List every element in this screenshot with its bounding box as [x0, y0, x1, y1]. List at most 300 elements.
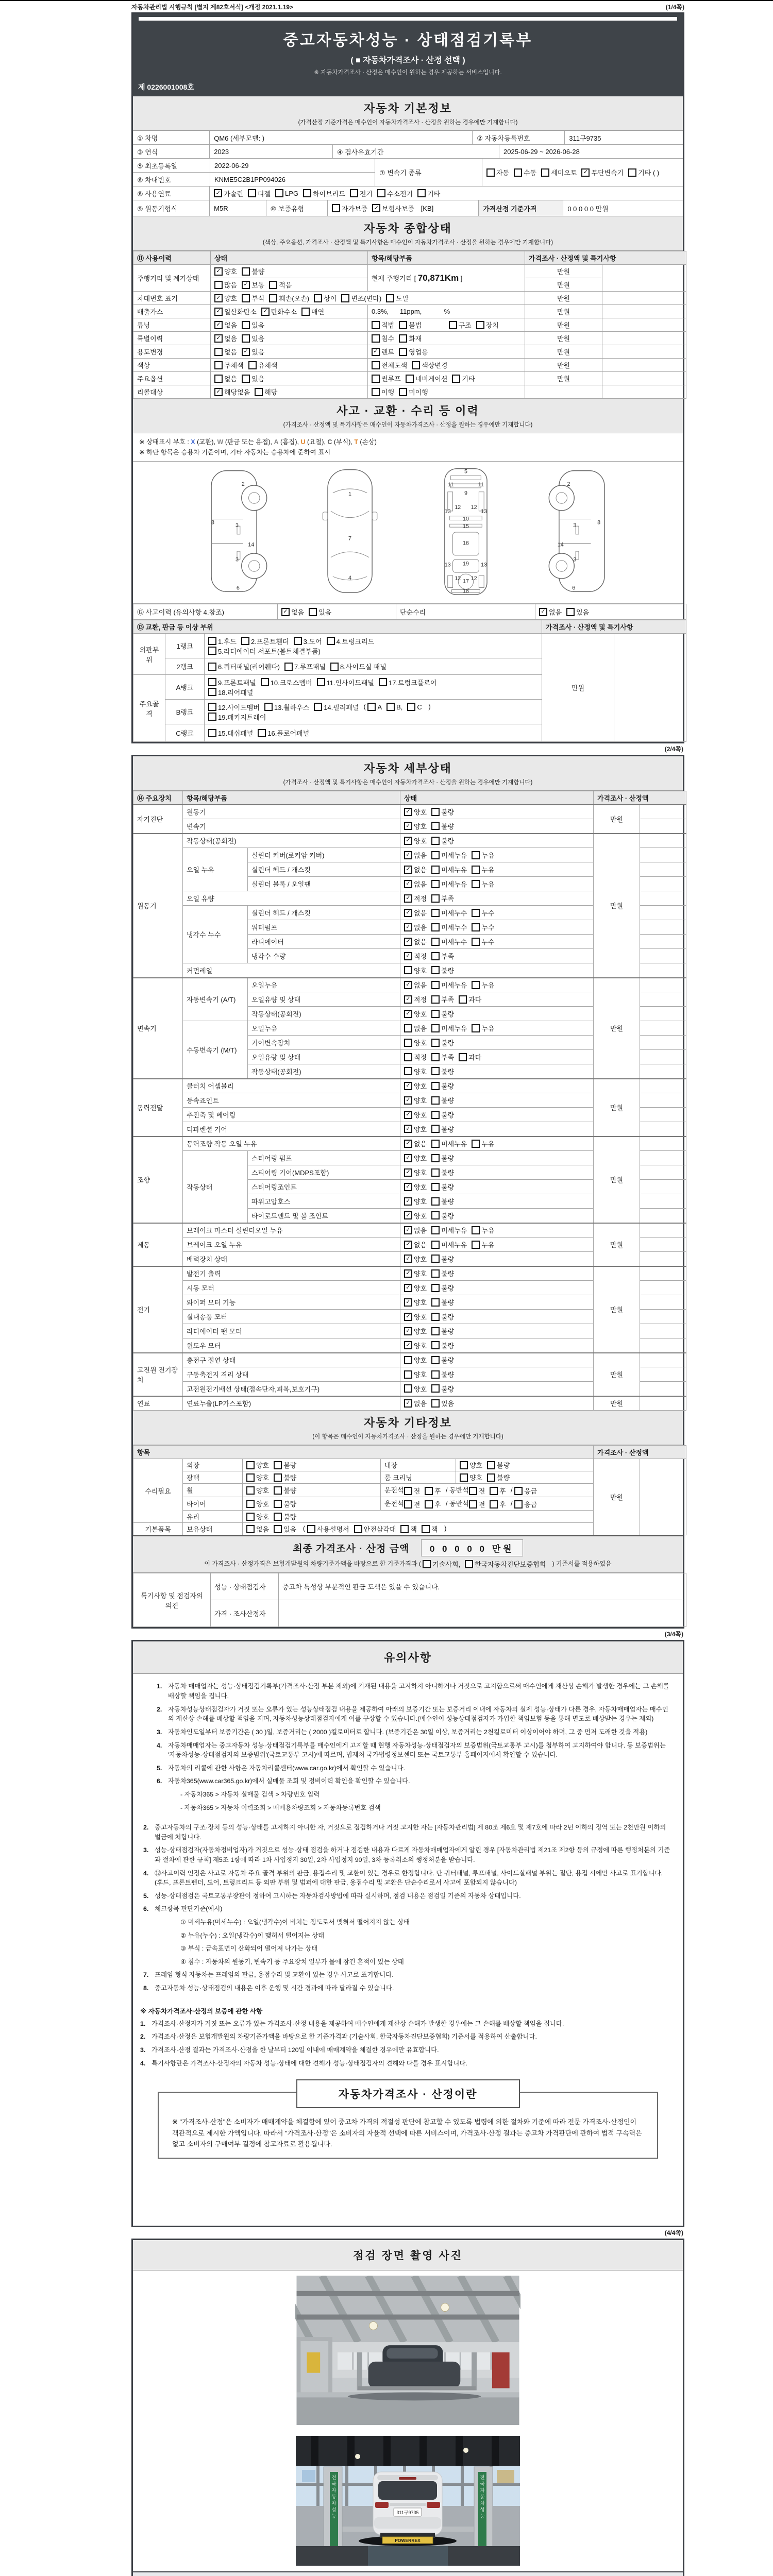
checkbox-썬루프[interactable] — [372, 374, 401, 383]
checkbox-12.사이드멤버[interactable] — [208, 702, 260, 712]
checkbox-양호[interactable] — [404, 1153, 427, 1163]
notice-number — [169, 1944, 180, 1954]
checkbox-미세누유[interactable] — [431, 1023, 467, 1033]
legend-line-1 — [139, 437, 677, 447]
checkbox-렌트[interactable] — [372, 347, 394, 357]
checkbox-양호[interactable] — [404, 1326, 427, 1336]
checkbox-box: ✓ — [214, 321, 223, 329]
checkbox-없음[interactable] — [404, 850, 427, 860]
checkbox-기타[interactable] — [417, 189, 440, 198]
notice-item — [143, 1904, 673, 1914]
checkbox-잭[interactable] — [400, 1524, 417, 1534]
notice-item — [157, 1741, 673, 1760]
checkbox-불량[interactable] — [431, 1182, 454, 1192]
checkbox-양호[interactable] — [404, 821, 427, 831]
checkbox-불량[interactable] — [431, 1038, 454, 1047]
checkbox-양호[interactable] — [404, 965, 427, 975]
checkbox-없음[interactable] — [404, 908, 427, 918]
svg-text:18: 18 — [462, 588, 469, 595]
checkbox-box — [404, 1384, 412, 1393]
checkbox-4.트렁크리드[interactable] — [327, 636, 375, 646]
checkbox-훼손(오손)[interactable] — [269, 293, 309, 303]
checkbox-불량[interactable] — [431, 1355, 454, 1365]
checkbox-미세누유[interactable] — [431, 879, 467, 889]
checkbox-상이[interactable] — [314, 293, 337, 303]
checkbox-A[interactable] — [367, 703, 382, 711]
cell: 2025-06-29 ~ 2026-06-28 — [499, 145, 683, 159]
checkbox-있음[interactable] — [242, 347, 264, 357]
checkbox-label: 9.프론트패널 — [218, 679, 256, 687]
checkbox-불량[interactable] — [431, 1196, 454, 1206]
checkbox-불량[interactable] — [431, 1211, 454, 1221]
checkbox-해당[interactable] — [255, 387, 277, 397]
svg-text:3: 3 — [235, 556, 239, 563]
checkbox-C[interactable] — [407, 703, 422, 711]
state-cell — [400, 1108, 594, 1122]
checkbox-양호[interactable] — [404, 1297, 427, 1307]
checkbox-불량[interactable] — [431, 1312, 454, 1321]
checkbox-세미오토[interactable] — [541, 167, 577, 177]
checkbox-화재[interactable] — [399, 333, 422, 343]
checkbox-가솔린[interactable] — [214, 189, 243, 198]
checkbox-label: 이행 — [381, 388, 395, 396]
checkbox-2.프론트휀더[interactable] — [241, 636, 289, 646]
checkbox-한국자동차진단보증협회[interactable] — [465, 1559, 546, 1569]
license-plate-text: 311구9735 — [396, 2510, 419, 2516]
checkbox-불량[interactable] — [431, 1369, 454, 1379]
checkbox-불량[interactable] — [274, 1460, 296, 1470]
checkbox-없음[interactable] — [246, 1524, 269, 1534]
checkbox-미세누수[interactable] — [431, 922, 467, 932]
checkbox-없음[interactable] — [214, 347, 237, 357]
checkbox-19.패키지트레이[interactable] — [208, 712, 266, 722]
checkbox-과다[interactable] — [459, 1052, 481, 1062]
checkbox-있음[interactable] — [274, 1524, 296, 1534]
checkbox-수소전기[interactable] — [377, 189, 413, 198]
checkbox-적정[interactable] — [404, 893, 427, 903]
checkbox-불량[interactable] — [487, 1472, 510, 1482]
checkbox-미세누수[interactable] — [431, 908, 467, 918]
item-label: 오일유량 및 상태 — [248, 1050, 400, 1064]
checkbox-양호[interactable] — [404, 1254, 427, 1264]
document-sheet — [131, 1, 684, 2576]
checkbox-침수[interactable] — [372, 333, 394, 343]
checkbox-양호[interactable] — [460, 1460, 482, 1470]
checkbox-불량[interactable] — [431, 1297, 454, 1307]
item-label: 작동상태(공회전) — [183, 834, 400, 848]
checkbox-부족[interactable] — [431, 1052, 454, 1062]
checkbox-전체도색[interactable] — [372, 360, 407, 370]
checkbox-14.필러패널[interactable] — [314, 702, 359, 712]
checkbox-미세누유[interactable] — [431, 1240, 467, 1249]
svg-text:2: 2 — [567, 481, 570, 487]
checkbox-양호[interactable] — [404, 1066, 427, 1076]
checkbox-label: 없음 — [414, 1400, 427, 1408]
checkbox-기술사회,[interactable] — [423, 1559, 460, 1569]
checkbox-잭[interactable] — [422, 1524, 438, 1534]
checkbox-누유[interactable] — [472, 879, 494, 889]
checkbox-16.플로어패널[interactable] — [258, 728, 309, 738]
checkbox-양호[interactable] — [404, 807, 427, 817]
checkbox-누유[interactable] — [472, 1023, 494, 1033]
checkbox-불법[interactable] — [399, 320, 422, 330]
checkbox-9.프론트패널[interactable] — [208, 677, 256, 687]
checkbox-label: 4.트렁크리드 — [336, 637, 375, 646]
cell: ① 차명 — [133, 131, 210, 145]
checkbox-양호[interactable] — [246, 1485, 269, 1495]
checkbox-양호[interactable] — [404, 1384, 427, 1394]
checkbox-box — [264, 703, 273, 711]
checkbox-양호[interactable] — [404, 1182, 427, 1192]
checkbox-없음[interactable] — [214, 320, 237, 330]
cell-stack — [133, 159, 375, 187]
checkbox-13.휠하우스[interactable] — [264, 702, 309, 712]
checkbox-불량[interactable] — [274, 1512, 296, 1521]
note-cell — [640, 1266, 686, 1281]
notice-text: 성능·상태점검자(자동차정비업자)가 거짓으로 성능·상태 점검을 하거나 점검한 내용과 다르게 자동차매매업자에게 알린 경우 [자동차관리법 제21조 제2항 등의 규정에 따른 행정처분의 기준과 절차에 관한 규칙] 제5조 1항에 따라 1차 사업정지 30일, 2차 사업정지 90일, 3차 등록취소의 행정처분을 받습니다. — [155, 1846, 670, 1863]
checkbox-label: 불량 — [441, 1270, 455, 1278]
checkbox-변조(변타)[interactable] — [341, 293, 381, 303]
page-marker-2: (2/4쪽) — [664, 745, 683, 753]
notice-text: 자동차성능상태점검자가 거짓 또는 오류가 있는 성능상태점검 내용을 제공하여 아래의 보증기간 또는 보증거리 이내에 자동차의 실제 성능·상태가 다른 경우, 자동차매매업자는 매수인의 재산상 손해를 배상할 책임을 지며, 자동차성능상태점검자에게 이를 구상할 수 있습니다.(매수인이 성능상태점검자가 가입한 책임보험 등을 통해 별도로 배상받는 경우는 제외) — [168, 1705, 668, 1723]
checkbox-자동[interactable] — [486, 167, 509, 177]
checkbox-불량[interactable] — [431, 1110, 454, 1120]
checkbox-누유[interactable] — [472, 1139, 494, 1148]
price-cell: 만원 — [594, 978, 640, 1079]
notice-item — [169, 1918, 673, 1927]
checkbox-box: ✓ — [404, 1082, 412, 1090]
checkbox-기타[interactable] — [452, 374, 475, 383]
checkbox-적정[interactable] — [404, 1052, 427, 1062]
checkbox-일산화탄소[interactable] — [214, 307, 257, 316]
checkbox-누유[interactable] — [472, 1240, 494, 1249]
checkbox-box — [246, 1513, 255, 1521]
checkbox-box — [242, 334, 250, 343]
checkbox-B,[interactable] — [386, 703, 402, 711]
panel-category: 외판부위 — [133, 634, 165, 675]
checkbox-누수[interactable] — [472, 922, 494, 932]
checkbox-양호[interactable] — [404, 836, 427, 845]
checkbox-없음[interactable] — [404, 1023, 427, 1033]
checkbox-box: ✓ — [242, 281, 250, 289]
price-notice-header: ※ 자동차가격조사·산정의 보증에 관한 사항 — [140, 2007, 263, 2015]
checkbox-box — [459, 995, 467, 1004]
note-cell — [640, 1064, 686, 1079]
checkbox-없음[interactable] — [539, 607, 562, 617]
notice-text: 체크항목 판단기준(예시) — [155, 1905, 223, 1913]
checkbox-많음[interactable] — [214, 280, 237, 290]
checkbox-불량[interactable] — [274, 1485, 296, 1495]
checkbox-5.라디에이터 서포트(볼트체결부품)[interactable] — [208, 646, 321, 656]
checkbox-box: ✓ — [404, 822, 412, 830]
checkbox-구조[interactable] — [449, 320, 472, 330]
checkbox-label: 하이브리드 — [313, 190, 345, 198]
checkbox-전[interactable] — [404, 1486, 421, 1496]
checkbox-label: 불법 — [409, 321, 422, 329]
state-cell — [400, 1194, 594, 1209]
cell: ⑧ 사용연료 — [133, 187, 210, 200]
checkbox-label: 없음 — [224, 321, 238, 329]
checkbox-3.도어[interactable] — [294, 636, 322, 646]
basic-info-table — [133, 131, 683, 216]
checkbox-누유[interactable] — [472, 850, 494, 860]
checkbox-없음[interactable] — [404, 1240, 427, 1249]
checkbox-누유[interactable] — [472, 980, 494, 990]
checkbox-불량[interactable] — [431, 1341, 454, 1350]
state-cell — [243, 1497, 381, 1511]
checkbox-전[interactable] — [469, 1486, 485, 1496]
checkbox-전기[interactable] — [350, 189, 373, 198]
checkbox-불량[interactable] — [431, 1153, 454, 1163]
section-title: 자동차 기타정보 — [364, 1416, 452, 1429]
checkbox-누유[interactable] — [472, 1225, 494, 1235]
checkbox-적정[interactable] — [404, 951, 427, 961]
cell: ⑩ 보증유형 — [266, 200, 328, 216]
checkbox-도말[interactable] — [386, 293, 409, 303]
checkbox-불량[interactable] — [487, 1460, 510, 1470]
checkbox-미세누유[interactable] — [431, 1225, 467, 1235]
checkbox-box — [274, 1513, 282, 1521]
checkbox-불량[interactable] — [431, 1268, 454, 1278]
checkbox-미이행[interactable] — [399, 387, 428, 397]
final-price-label: 최종 가격조사 · 산정 금액 — [293, 1544, 410, 1555]
checkbox-label: 네비게이션 — [415, 375, 448, 383]
checkbox-불량[interactable] — [431, 1124, 454, 1134]
checkbox-있음[interactable] — [431, 1398, 454, 1408]
checkbox-양호[interactable] — [404, 1283, 427, 1293]
checkbox-응급[interactable] — [514, 1486, 537, 1496]
checkbox-box — [431, 1111, 440, 1119]
checkbox-사용설명서[interactable] — [307, 1524, 349, 1534]
checkbox-box — [274, 1500, 282, 1508]
checkbox-있음[interactable] — [242, 320, 264, 330]
checkbox-양호[interactable] — [404, 1009, 427, 1019]
cell: ② 자동차등록번호 — [473, 131, 565, 145]
checkbox-없음[interactable] — [214, 374, 237, 383]
checkbox-불량[interactable] — [431, 965, 454, 975]
item-label: 냉각수 수량 — [248, 949, 400, 963]
checkbox-불량[interactable] — [431, 1283, 454, 1293]
checkbox-양호[interactable] — [214, 293, 237, 303]
checkbox-box — [307, 1525, 315, 1533]
checkbox-불량[interactable] — [431, 836, 454, 845]
checkbox-17.트렁크플로어[interactable] — [379, 677, 436, 687]
checkbox-양호[interactable] — [404, 1268, 427, 1278]
checkbox-매연[interactable] — [301, 307, 324, 316]
checkbox-부족[interactable] — [431, 951, 454, 961]
checkbox-불량[interactable] — [431, 1066, 454, 1076]
notice-text: ⑫사고이력 인정은 사고로 자동차 주요 골격 부위의 판금, 용접수리 및 교환이 있는 경우로 한정합니다. 단 쿼터패널, 루프패널, 사이드실패널 부위는 절단, 용접 시에만 사고로 표기합니다. (후드, 프론트펜더, 도어, 트렁크리드 등 외판 부위 및 범퍼에 대한 판금, 용접수리 및 교환은 단순수리로서 사고에 포함되지 않습니다) — [155, 1869, 663, 1887]
checkbox-양호[interactable] — [246, 1499, 269, 1509]
checkbox-이행[interactable] — [372, 387, 394, 397]
checkbox-7.루프패널[interactable] — [284, 662, 326, 671]
checkbox-해당없음[interactable] — [214, 387, 250, 397]
checkbox-부식[interactable] — [242, 293, 264, 303]
state-cell — [400, 1338, 594, 1353]
checkbox-불량[interactable] — [242, 266, 264, 276]
checkbox-부족[interactable] — [431, 893, 454, 903]
checkbox-없음[interactable] — [404, 1398, 427, 1408]
checkbox-box: ✓ — [404, 1241, 412, 1249]
checkbox-색상변경[interactable] — [412, 360, 447, 370]
checkbox-양호[interactable] — [246, 1512, 269, 1521]
checkbox-양호[interactable] — [460, 1472, 482, 1482]
checkbox-불량[interactable] — [274, 1499, 296, 1509]
checkbox-box — [269, 294, 277, 302]
checkbox-양호[interactable] — [404, 1341, 427, 1350]
checkbox-양호[interactable] — [404, 1095, 427, 1105]
notice-text: 가격조사·산정은 보험개발원의 차량기준가액을 바탕으로 한 기준가격과 (기술사회, 한국자동차진단보증협회) 기준서를 적용하여 산출합니다. — [152, 2033, 537, 2041]
item-label: 추진축 및 베어링 — [183, 1108, 400, 1122]
checkbox-불량[interactable] — [431, 1254, 454, 1264]
checkbox-label: 훼손(오손) — [279, 295, 310, 302]
checkbox-label: 불량 — [283, 1513, 297, 1521]
state-cell — [400, 1151, 594, 1165]
checkbox-양호[interactable] — [404, 1369, 427, 1379]
state-cell — [400, 1367, 594, 1382]
checkbox-적정[interactable] — [404, 994, 427, 1004]
checkbox-불량[interactable] — [431, 1167, 454, 1177]
checkbox-양호[interactable] — [404, 1110, 427, 1120]
checkbox-후[interactable] — [425, 1486, 441, 1496]
checkbox-LPG[interactable] — [275, 189, 298, 197]
checkbox-무채색[interactable] — [214, 360, 244, 370]
checkbox-후[interactable] — [490, 1499, 506, 1509]
checkbox-자가보증[interactable] — [332, 204, 367, 213]
checkbox-있음[interactable] — [566, 607, 589, 617]
state-cell — [243, 1523, 594, 1535]
checkbox-15.대쉬패널[interactable] — [208, 728, 253, 738]
checkbox-box — [431, 966, 440, 974]
checkbox-무단변속기[interactable] — [581, 167, 624, 177]
checkbox-6.쿼터패널(리어휀다)[interactable] — [208, 662, 280, 671]
page-4 — [131, 2239, 684, 2576]
checkbox-양호[interactable] — [404, 1211, 427, 1221]
checkbox-불량[interactable] — [431, 1009, 454, 1019]
cell: ⑨ 원동기형식 — [133, 200, 210, 216]
state-cell — [211, 385, 368, 399]
checkbox-label: 양호 — [414, 1212, 427, 1220]
item-label: 디파렌셜 기어 — [183, 1122, 400, 1137]
checkbox-양호[interactable] — [404, 1196, 427, 1206]
checkbox-누유[interactable] — [472, 865, 494, 874]
checkbox-box — [449, 321, 457, 329]
checkbox-미세누유[interactable] — [431, 850, 467, 860]
checkbox-없음[interactable] — [214, 333, 237, 343]
checkbox-디젤[interactable] — [248, 189, 271, 198]
checkbox-box — [514, 168, 522, 177]
checkbox-불량[interactable] — [431, 821, 454, 831]
checkbox-과다[interactable] — [459, 994, 481, 1004]
checkbox-있음[interactable] — [242, 374, 264, 383]
checkbox-없음[interactable] — [404, 980, 427, 990]
checkbox-안전삼각대[interactable] — [354, 1524, 396, 1534]
item-label: 원동기 — [183, 805, 400, 819]
state-cell — [400, 1122, 594, 1137]
checkbox-양호[interactable] — [404, 1167, 427, 1177]
checkbox-영업용[interactable] — [399, 347, 428, 357]
checkbox-label: 불량 — [441, 1010, 455, 1018]
checkbox-양호[interactable] — [404, 1355, 427, 1365]
checkbox-11.인사이드패널[interactable] — [317, 677, 374, 687]
checkbox-탄화수소[interactable] — [261, 307, 297, 316]
checkbox-장치[interactable] — [476, 320, 499, 330]
checkbox-label: 있음 — [251, 348, 265, 356]
checkbox-불량[interactable] — [274, 1472, 296, 1482]
checkbox-네비게이션[interactable] — [406, 374, 448, 383]
checkbox-없음[interactable] — [404, 1225, 427, 1235]
checkbox-10.크로스멤버[interactable] — [261, 677, 312, 687]
checkbox-응급[interactable] — [514, 1499, 537, 1509]
checkbox-누수[interactable] — [472, 937, 494, 946]
checkbox-적음[interactable] — [269, 280, 292, 290]
checkbox-하이브리드[interactable] — [303, 189, 345, 198]
checkbox-없음[interactable] — [404, 922, 427, 932]
checkbox-양호[interactable] — [404, 1038, 427, 1047]
sub-group-label: 냉각수 누수 — [183, 906, 248, 963]
svg-text:12: 12 — [455, 575, 461, 582]
checkbox-양호[interactable] — [246, 1472, 269, 1482]
checkbox-양호[interactable] — [246, 1460, 269, 1470]
checkbox-불량[interactable] — [431, 1326, 454, 1336]
checkbox-없음[interactable] — [404, 865, 427, 874]
checkbox-미세누수[interactable] — [431, 937, 467, 946]
checkbox-box — [294, 637, 302, 645]
checkbox-미세누유[interactable] — [431, 865, 467, 874]
checkbox-8.사이드실 패널[interactable] — [330, 662, 386, 671]
checkbox-양호[interactable] — [214, 266, 237, 276]
checkbox-불량[interactable] — [431, 1384, 454, 1394]
checkbox-양호[interactable] — [404, 1312, 427, 1321]
checkbox-기타 ( )[interactable] — [628, 167, 659, 177]
state-cell — [400, 1007, 594, 1021]
checkbox-양호[interactable] — [404, 1124, 427, 1134]
checkbox-미세누유[interactable] — [431, 1139, 467, 1148]
checkbox-불량[interactable] — [431, 1095, 454, 1105]
checkbox-1.후드[interactable] — [208, 636, 237, 646]
checkbox-양호[interactable] — [404, 1081, 427, 1091]
checkbox-전[interactable] — [404, 1499, 421, 1509]
checkbox-수동[interactable] — [514, 167, 536, 177]
checkbox-없음[interactable] — [404, 879, 427, 889]
checkbox-18.리어패널[interactable] — [208, 687, 253, 697]
checkbox-불량[interactable] — [431, 1081, 454, 1091]
checkbox-box: ✓ — [261, 308, 270, 316]
checkbox-없음[interactable] — [281, 607, 304, 617]
checkbox-전[interactable] — [469, 1499, 485, 1509]
checkbox-label: 2.프론트휀더 — [250, 637, 289, 646]
checkbox-누수[interactable] — [472, 908, 494, 918]
checkbox-적법[interactable] — [372, 320, 394, 330]
item-label: 스티어링 기어(MDPS포함) — [248, 1165, 400, 1180]
price-notice-item — [140, 2059, 676, 2069]
checkbox-있음[interactable] — [309, 607, 331, 617]
checkbox-미세누유[interactable] — [431, 980, 467, 990]
checkbox-유채색[interactable] — [248, 360, 278, 370]
checkbox-보험사보증[interactable] — [372, 204, 414, 213]
checkbox-label: 누유 — [481, 880, 495, 888]
checkbox-부족[interactable] — [431, 994, 454, 1004]
device-label: 자기진단 — [133, 805, 183, 834]
checkbox-없음[interactable] — [404, 937, 427, 946]
checkbox-있음[interactable] — [242, 333, 264, 343]
checkbox-없음[interactable] — [404, 1139, 427, 1148]
checkbox-후[interactable] — [425, 1499, 441, 1509]
checkbox-label: 양호 — [414, 1125, 427, 1133]
checkbox-보통[interactable] — [242, 280, 264, 290]
checkbox-후[interactable] — [490, 1486, 506, 1496]
checkbox-불량[interactable] — [431, 807, 454, 817]
